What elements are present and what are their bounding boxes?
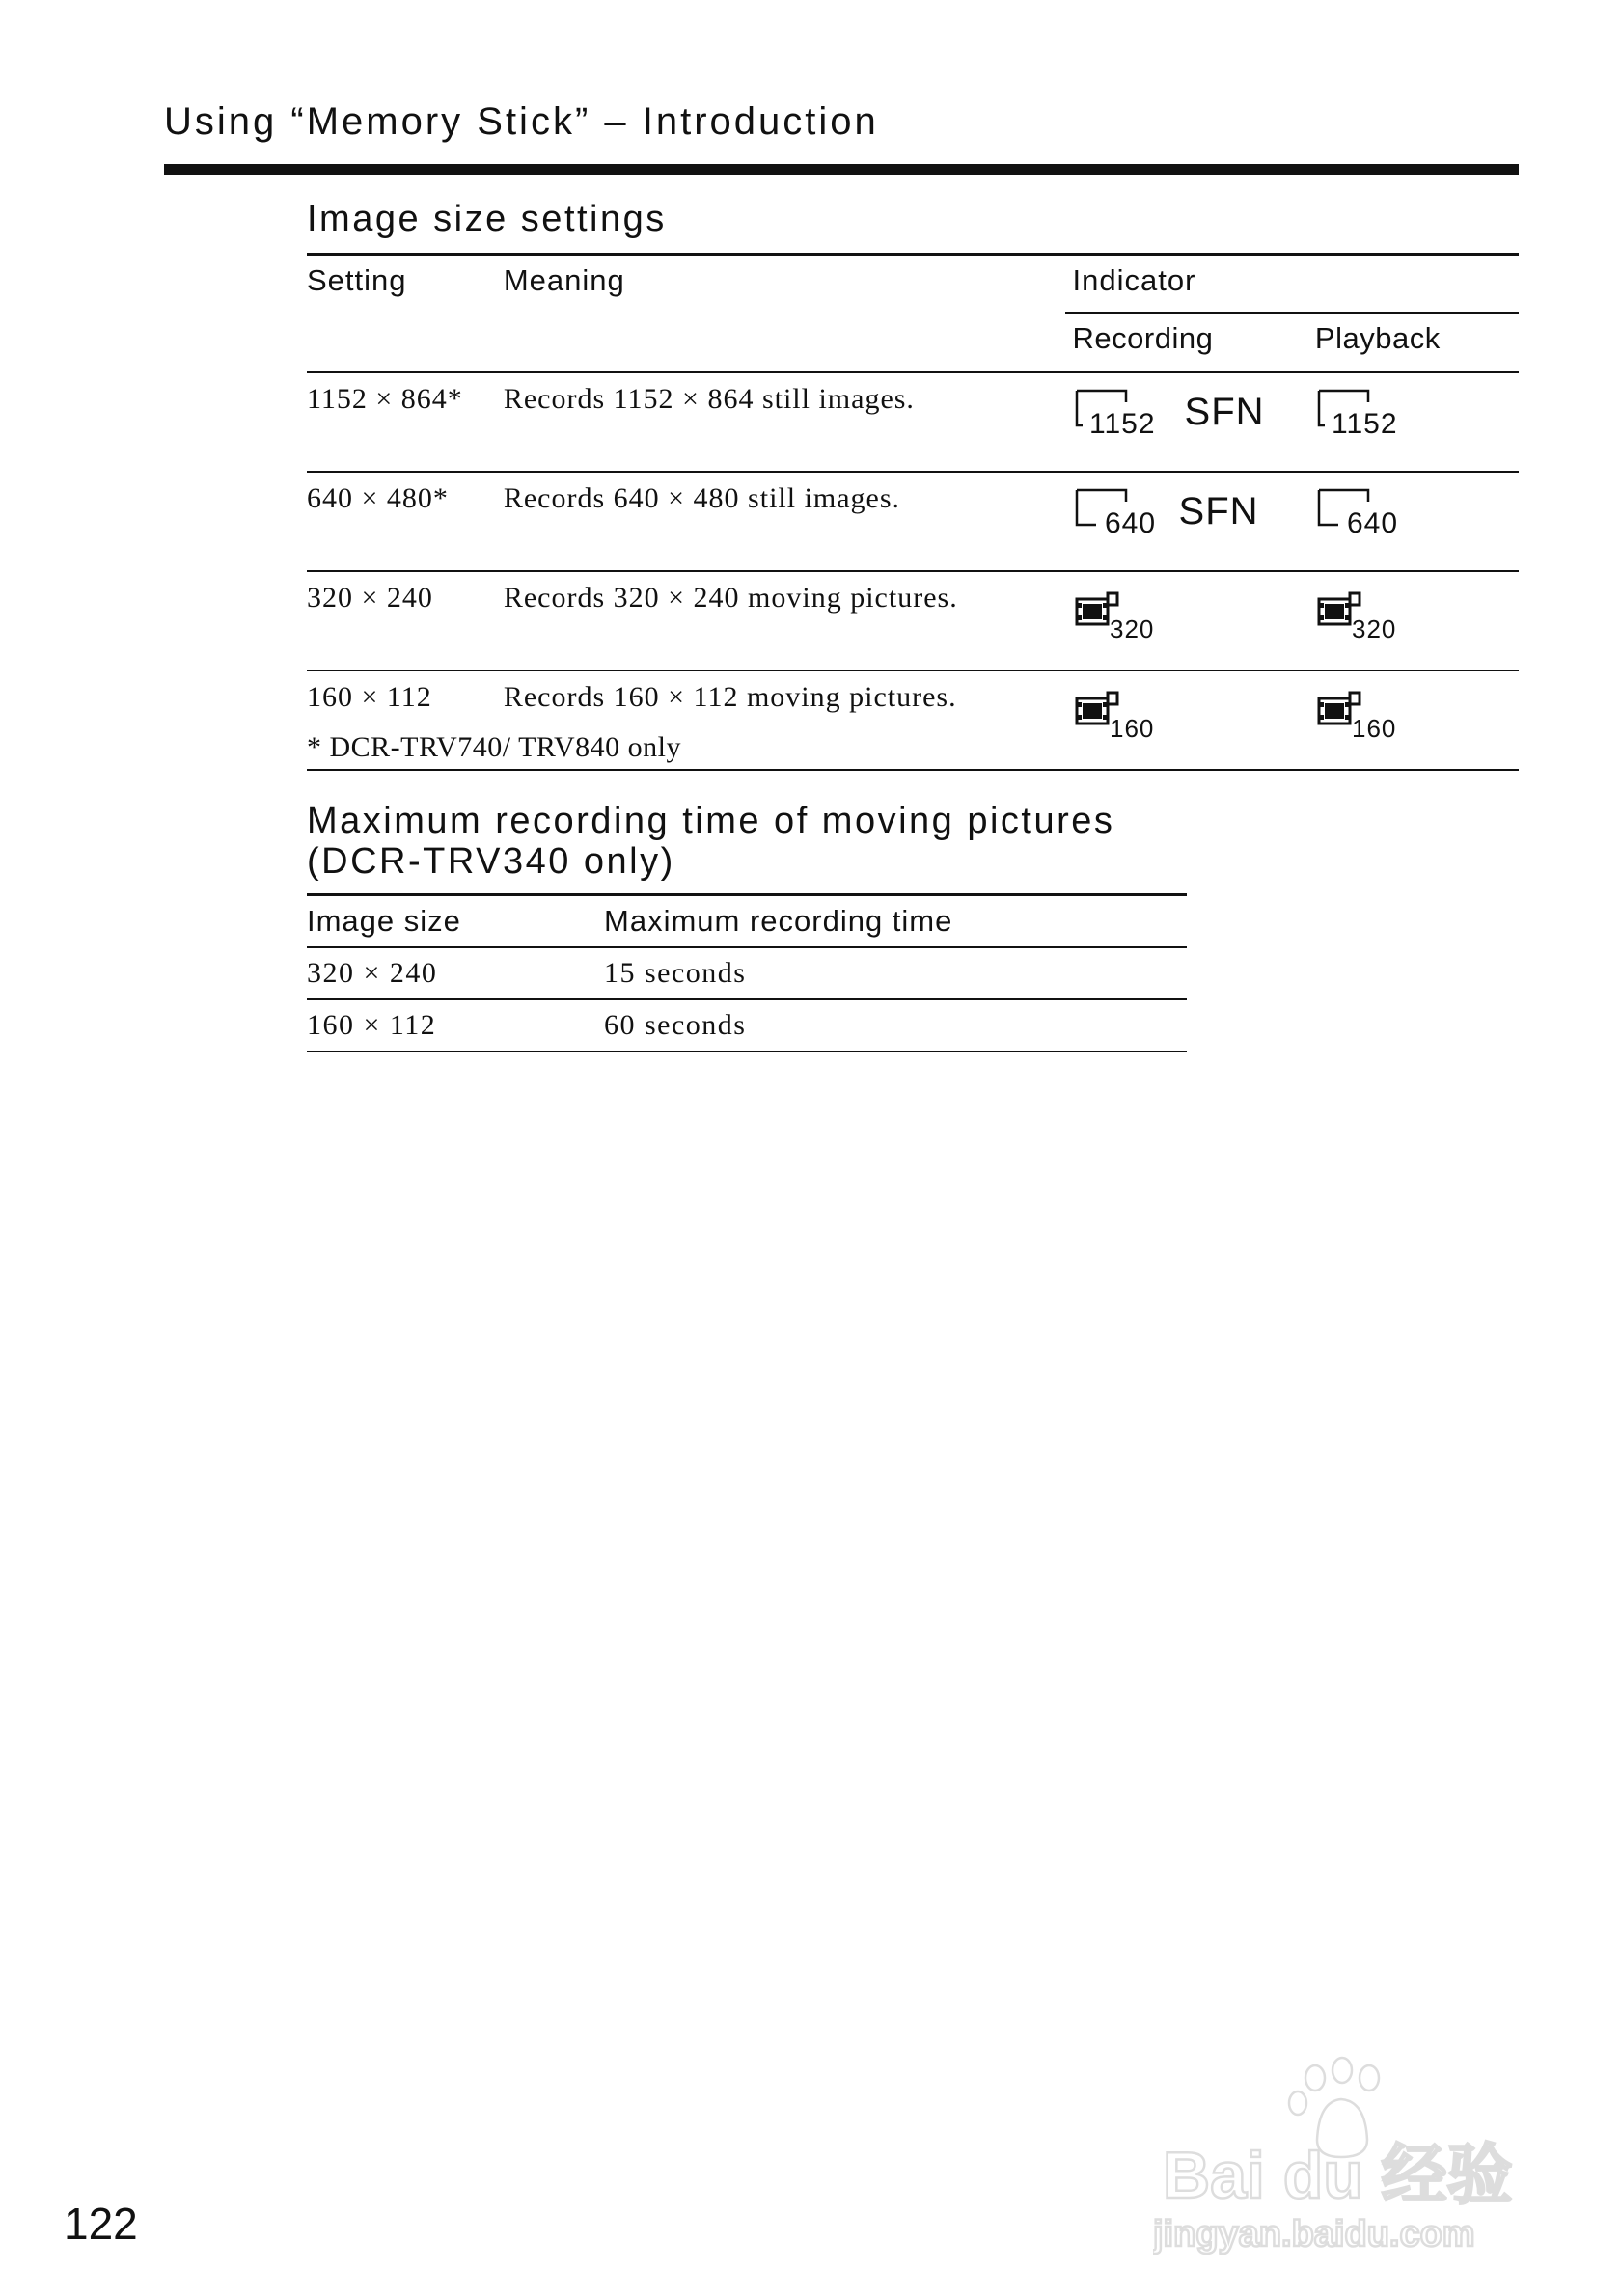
- cell-recording-indicator: [1065, 571, 1315, 670]
- movie-film-icon: [1315, 582, 1412, 642]
- indicator-size-label: 160: [1351, 714, 1397, 741]
- cell-max-time: 15 seconds: [604, 947, 1187, 999]
- col-header-meaning: Meaning: [504, 255, 1065, 314]
- col-header-max-time: Maximum recording time: [604, 895, 1187, 948]
- watermark-brand: Bai du 经验: [1163, 2139, 1513, 2212]
- col-header-setting: Setting: [307, 255, 504, 314]
- still-frame-icon: [1073, 482, 1168, 538]
- image-size-table: [307, 253, 1519, 771]
- movie-film-icon: [1315, 681, 1412, 741]
- cell-meaning: Records 1152 × 864 still images.: [504, 372, 1065, 472]
- indicator-size-label: 160: [1109, 714, 1154, 741]
- section-title-line: (DCR-TRV340 only): [307, 841, 675, 882]
- watermark-url: jingyan.baidu.com: [1153, 2214, 1475, 2255]
- col-header-playback: Playback: [1315, 313, 1519, 372]
- sfn-label: SFN: [1184, 391, 1265, 433]
- cell-meaning: Records 320 × 240 moving pictures.: [504, 571, 1065, 670]
- footnote: * DCR-TRV740/ TRV840 only: [307, 731, 681, 763]
- indicator-size-label: 1152: [1088, 408, 1156, 439]
- cell-recording-indicator: [1065, 372, 1315, 472]
- table-row: [307, 571, 1519, 670]
- table-row: [307, 472, 1519, 571]
- cell-recording-indicator: [1065, 472, 1315, 571]
- indicator-size-label: 320: [1109, 615, 1154, 642]
- baidu-watermark: [1153, 2053, 1539, 2255]
- cell-recording-indicator: [1065, 670, 1315, 770]
- cell-image-size: 160 × 112: [307, 999, 604, 1052]
- cell-playback-indicator: [1315, 670, 1519, 770]
- col-header-indicator: Indicator: [1065, 255, 1519, 314]
- page-number: 122: [64, 2199, 138, 2249]
- table-row: [307, 947, 1187, 999]
- cell-playback-indicator: [1315, 372, 1519, 472]
- section-title-image-size: Image size settings: [307, 199, 667, 239]
- cell-max-time: 60 seconds: [604, 999, 1187, 1052]
- movie-film-icon: [1073, 582, 1169, 642]
- cell-image-size: 320 × 240: [307, 947, 604, 999]
- indicator-size-label: 640: [1346, 507, 1398, 538]
- indicator-size-label: 640: [1104, 507, 1156, 538]
- col-header-recording: Recording: [1065, 313, 1315, 372]
- section-title-max-recording: [307, 801, 1114, 882]
- still-frame-icon: [1315, 482, 1410, 538]
- indicator-size-label: 1152: [1331, 408, 1398, 439]
- cell-setting: 1152 × 864*: [307, 372, 504, 472]
- table-row: [307, 999, 1187, 1052]
- indicator-size-label: 320: [1351, 615, 1397, 642]
- still-frame-icon: [1073, 383, 1173, 439]
- cell-playback-indicator: [1315, 472, 1519, 571]
- sfn-label: SFN: [1178, 490, 1259, 533]
- still-frame-icon: [1315, 383, 1415, 439]
- cell-setting: 160 × 112: [307, 670, 504, 770]
- cell-setting: 640 × 480*: [307, 472, 504, 571]
- table-row: [307, 372, 1519, 472]
- movie-film-icon: [1073, 681, 1169, 741]
- section-title-line: Maximum recording time of moving pictures: [307, 801, 1115, 841]
- cell-meaning: Records 160 × 112 moving pictures.: [504, 670, 1065, 770]
- max-recording-table: [307, 893, 1187, 1052]
- cell-meaning: Records 640 × 480 still images.: [504, 472, 1065, 571]
- cell-playback-indicator: [1315, 571, 1519, 670]
- page-header: Using “Memory Stick” – Introduction: [164, 100, 879, 143]
- cell-setting: 320 × 240: [307, 571, 504, 670]
- header-rule: [164, 164, 1519, 175]
- col-header-image-size: Image size: [307, 895, 604, 948]
